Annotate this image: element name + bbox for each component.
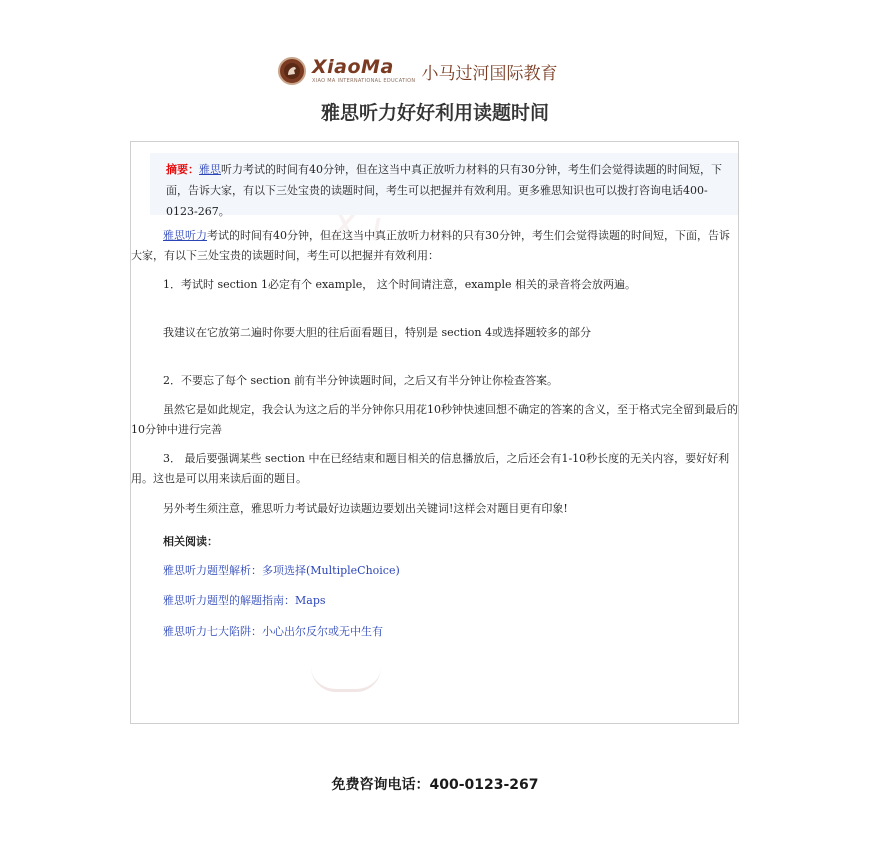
logo-tagline: XIAO MA INTERNATIONAL EDUCATION [312,78,416,84]
intro-paragraph [131,226,739,266]
page-title: 雅思听力好好利用读题时间 [320,102,549,124]
watermark-arc [311,667,381,692]
related-link-traps[interactable]: 雅思听力七大陷阱：小心出尔反尔或无中生有 [163,625,383,638]
paragraph-3-text: 2．不要忘了每个 section 前有半分钟读题时间，之后又有半分钟让你检查答案。 [163,374,558,387]
paragraph-4 [131,400,739,440]
summary-text: 听力考试的时间有40分钟，但在这当中真正放听力材料的只有30分钟，考生们会觉得读题的时间短，下面，告诉大家，有以下三处宝贵的读题时间，考生可以把握并有效利用。更多雅思知识也可以拨打咨询电话400-0123-267。 [166,163,722,218]
paragraph-2 [131,323,739,343]
related-link-multiple-choice[interactable]: 雅思听力题型解析：多项选择(MultipleChoice) [163,564,400,577]
paragraph-1 [131,275,739,295]
related-link-maps[interactable]: 雅思听力题型的解题指南：Maps [163,594,326,607]
paragraph-2-text: 我建议在它放第二遍时你要大胆的往后面看题目，特别是 section 4或选择题较多的部分 [163,326,591,339]
paragraph-5-text: 3． 最后要强调某些 section 中在已经结束和题目相关的信息播放后，之后还会有1-10秒长度的无关内容，要好好利用。这也是可以用来读后面的题目。 [131,452,730,485]
paragraph-6 [131,499,739,519]
intro-text: 考试的时间有40分钟，但在这当中真正放听力材料的只有30分钟，考生们会觉得读题的时间短，下面，告诉大家，有以下三处宝贵的读题时间，考生可以把握并有效利用： [131,229,730,262]
watermark: X i [331,204,383,250]
paragraph-6-text: 另外考生须注意，雅思听力考试最好边读题边要划出关键词!这样会对题目更有印象! [163,502,568,515]
logo-chinese-text: 小马过河国际教育 [421,63,558,84]
paragraph-3 [131,371,739,391]
related-reading-title: 相关阅读： [163,535,218,548]
summary-label: 摘要： [166,163,199,176]
paragraph-4-text: 虽然它是如此规定，我会认为这之后的半分钟你只用花10秒钟快速回想不确定的答案的含义，至于格式完全留到最后的10分钟中进行完善 [131,403,738,436]
article-content [130,141,739,724]
paragraph-5 [131,449,739,489]
paragraph-1-text: 1．考试时 section 1必定有个 example， 这个时间请注意，example 相关的录音将会放两遍。 [163,278,636,291]
brand-logo [278,56,557,86]
summary-ielts-link[interactable]: 雅思 [199,163,221,176]
logo-english-text: XiaoMa [312,56,394,78]
horse-logo-icon [278,57,306,85]
summary-box [150,153,739,218]
intro-ielts-listening-link[interactable]: 雅思听力 [163,229,207,242]
footer-hotline: 免费咨询电话：400-0123-267 [331,777,539,793]
